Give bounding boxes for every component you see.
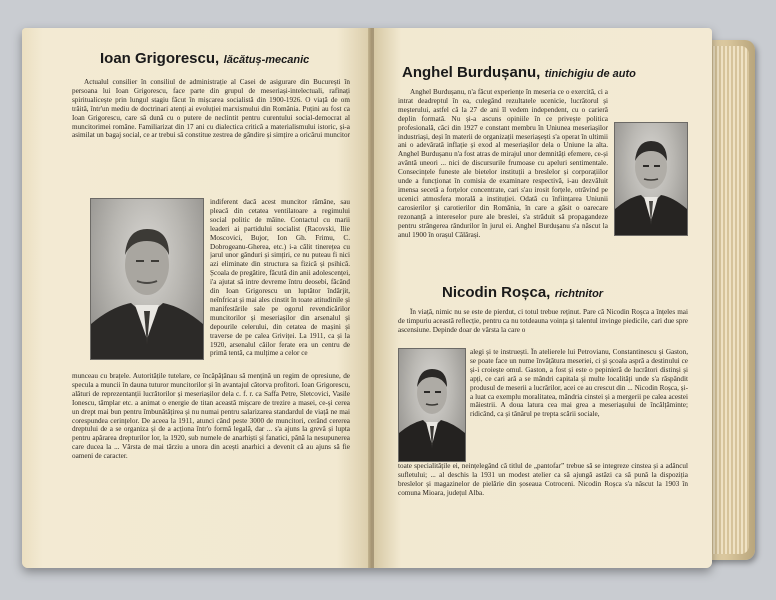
left-text-middle — [210, 198, 350, 370]
left-paragraph-3: munceau cu brațele. Autoritățile tutelare, ce încăpățânau să mențină un regim de opresiune, de specula a muncii în dauna tuturor muncitorilor și în avantajul câtorva profitori. Ioan Grigorescu, alături de reprezentanții lucrătorilor și meseriașilor dela c. f. r. ca Saffa Petre, Sletcovici, Vasile Ionescu, tâmplar etc. a animat o energie de titan această mișcare de trezire a masei, ce-și cerea un drept mai bun pentru îmbunătățirea și nu numai pentru salarizarea standardul de viață ne mai corespundea cerințelor. De aceea la 1911, atunci când peste 3000 de muncitori, cerând cererea dreptului de a se organiza și de a acționa într'o formă legală, dar ... s'a ajuns la grevă și lupta pentru apărarea drepturilor lor, la 1920, sub numele de anarhiști și fanatici, până la nesupunerea care ducea la ... Vârsta de mai târziu a unora din acești anarhici a devenit că au ajuns să fie oameni de caracter. — [72, 372, 350, 461]
portrait-figure-icon — [91, 199, 203, 359]
left-heading-role: lăcătuș-mecanic — [223, 54, 310, 66]
portrait-nicodin-rosca — [398, 348, 466, 462]
left-text-top — [72, 78, 350, 198]
right-heading-2-name: Nicodin Roșca, — [442, 284, 551, 301]
left-text-bottom — [72, 372, 350, 550]
right-paragraph-3: alegi și te instruești. În atelierele lui Petrovianu, Constantinescu și Gaston, se poate face un nume învățătura meseriei, ci și școala aspră a destinului ce și-i croiește omul. Gaston, a fost și este o pepinieră de lucrători distinși și apți, ce cari ară a se mândri capitala și multe localități unde s'a răspândit produsul de meserii a lucrărilor, acei ce au crescut din ... Nicodin Roșca, și-a luat ca exemplu moralitatea, mândria cinstei și a mergerii pe calea acestei măiestrii. A doua latura cea mai grea a meseriașului de încălțăminte; ridicând, ca și tânărul pe trepta scării sociale, — [470, 348, 688, 419]
right-text-2-bottom — [398, 462, 688, 526]
right-heading-1 — [402, 64, 636, 82]
left-heading — [100, 50, 309, 68]
right-text-2-mid — [470, 348, 688, 458]
left-heading-name: Ioan Grigorescu, — [100, 50, 220, 67]
right-page — [374, 28, 712, 568]
right-text-1 — [398, 88, 688, 284]
left-page — [22, 28, 372, 568]
portrait-ioan-grigorescu — [90, 198, 204, 360]
right-heading-2 — [442, 284, 603, 302]
right-heading-1-role: tinichigiu de auto — [544, 68, 636, 80]
open-book — [22, 28, 712, 568]
right-paragraph-2: În viață, nimic nu se este de pierdut, ci totul trebue reținut. Pare că Nicodin Roșca a înțeles mai de timpuriu această reflecție, pentru ca nu totdeauna voința și talentul invinge piedicile, cari due spre ascensiune. Depinde doar de vârsta la care o — [398, 308, 688, 334]
left-paragraph-1: Actualul consilier în consiliul de administrație al Casei de asigurare din București în persoana lui Ioan Grigorescu, face parte din grupul de meseriași-intelectuali, rafinați spiritualicește prin lungul stagiu făcut în mișcarea socialistă din 1900-1926. O viață de om trăită, într'un mediu de doctrinari atenți ai evoluției marxismului din România. Puțini au fost ca Ioan Grigorescu, care să dună cu o putere de neclintit pentru curentului social-democrat al muncitorimei române. Familiarizat din 17 ani cu dialectica critică a materialismului istoric, și-a asimilat un bagaj social, ce ar trebui să constitue zestrea de gândire și simțire a oricărui muncitor — [72, 78, 350, 140]
portrait-figure-icon — [399, 349, 465, 461]
portrait-anghel-burdusanu — [614, 122, 688, 236]
right-heading-1-name: Anghel Burdușanu, — [402, 64, 541, 81]
right-paragraph-1: Anghel Burdușanu, n'a făcut experiențe în meseria ce o exercită, ci a intrat deadreptul în ea, culegând rezultatele ucenicie, lucrătorul și meșterului, astfel că la 27 de ani îl vedem independent, cu o carieră deplin formată. Nu și-a ascuns opiniile în ce privește politica profesională, căci din 1927 e constant membru în Uniunea meseriașilor industriași, deși în materii de organizații meseriașești s'a operat în ultimii ani o adevărată inflație și exod al meseriașilor dela o Uniune la alta. Anghel Burdușanu n'a fost atras de mirajul unor demnități efemere, ce-și avântă uneori ... nici de discursurile frumoase cu apeluri sentimentale. Consecințele funeste ale bietelor instituții a breslelor și corporațiilor unde a funcționat în comisia de examinare respectivă, i-au dezvăluit imensa secetă a forțelor concentrate, cari s'au irosit forțele, otrăvind pe ucenici atmosfera morală a instituției. Odată cu înființarea Uniunii carosierilor și carotierilor din România, în care a găsit o oarecare rezonanță a intereselor pure ale breslei, s'a străduit să propagandeze pentru strângerea rândurilor în jurul ei. Anghel Burdușanu s'a născut la anul 1900 în orașul Călărași. — [398, 88, 608, 239]
left-paragraph-2: indiferent dacă acest muncitor rămâne, sau pleacă din cetatea ventilatoare a regimului social politic de mâine. Contactul cu marii leaderi ai partidului socialist (Racovski, Ilie Moscovici, Bujor, Ion Gh. Frimu, C. Dobrogeanu-Gherea, etc.) i-a călit tinerețea cu jarul unor gânduri și simțiri, ce nu puteau fi nici azi eliminate din structura sa fizică și psihică. Școala de pregătire, făcută din anii adolescenței, i'a ajutat să intre devreme întru deosebi, făcând din Ioan Grigorescu un luptător îndârjit, neînfricat și mai ales cinstit în toate atitudinile și manifestările sale pe ogorul revendicărilor muncitorilor și meseriașilor din arsenalul și depourile celerului, din cetatea de mașini și traverse de pe calea Griviței. La 1911, ca și la 1920, arsenalul căilor ferate era un centru de primă tentă, ca mulțime a celor ce — [210, 198, 350, 358]
right-text-2-top — [398, 308, 688, 346]
portrait-figure-icon — [615, 123, 687, 235]
right-heading-2-role: richtnitor — [554, 288, 604, 300]
right-paragraph-4: toate specialitățile ei, neințelegând că titlul de „pantofar” trebue să se integreze cinstea și a adâncul sufletului; ... al deschis la 1931 un modest atelier ca să ajungă astăzi ca să pună la dispoziția breslelor și magazinelor de pielărie din șoseaua Cotroceni. Nicodin Roșca s'a născut la 1903 în comuna Mioara, județul Alba. — [398, 462, 688, 497]
